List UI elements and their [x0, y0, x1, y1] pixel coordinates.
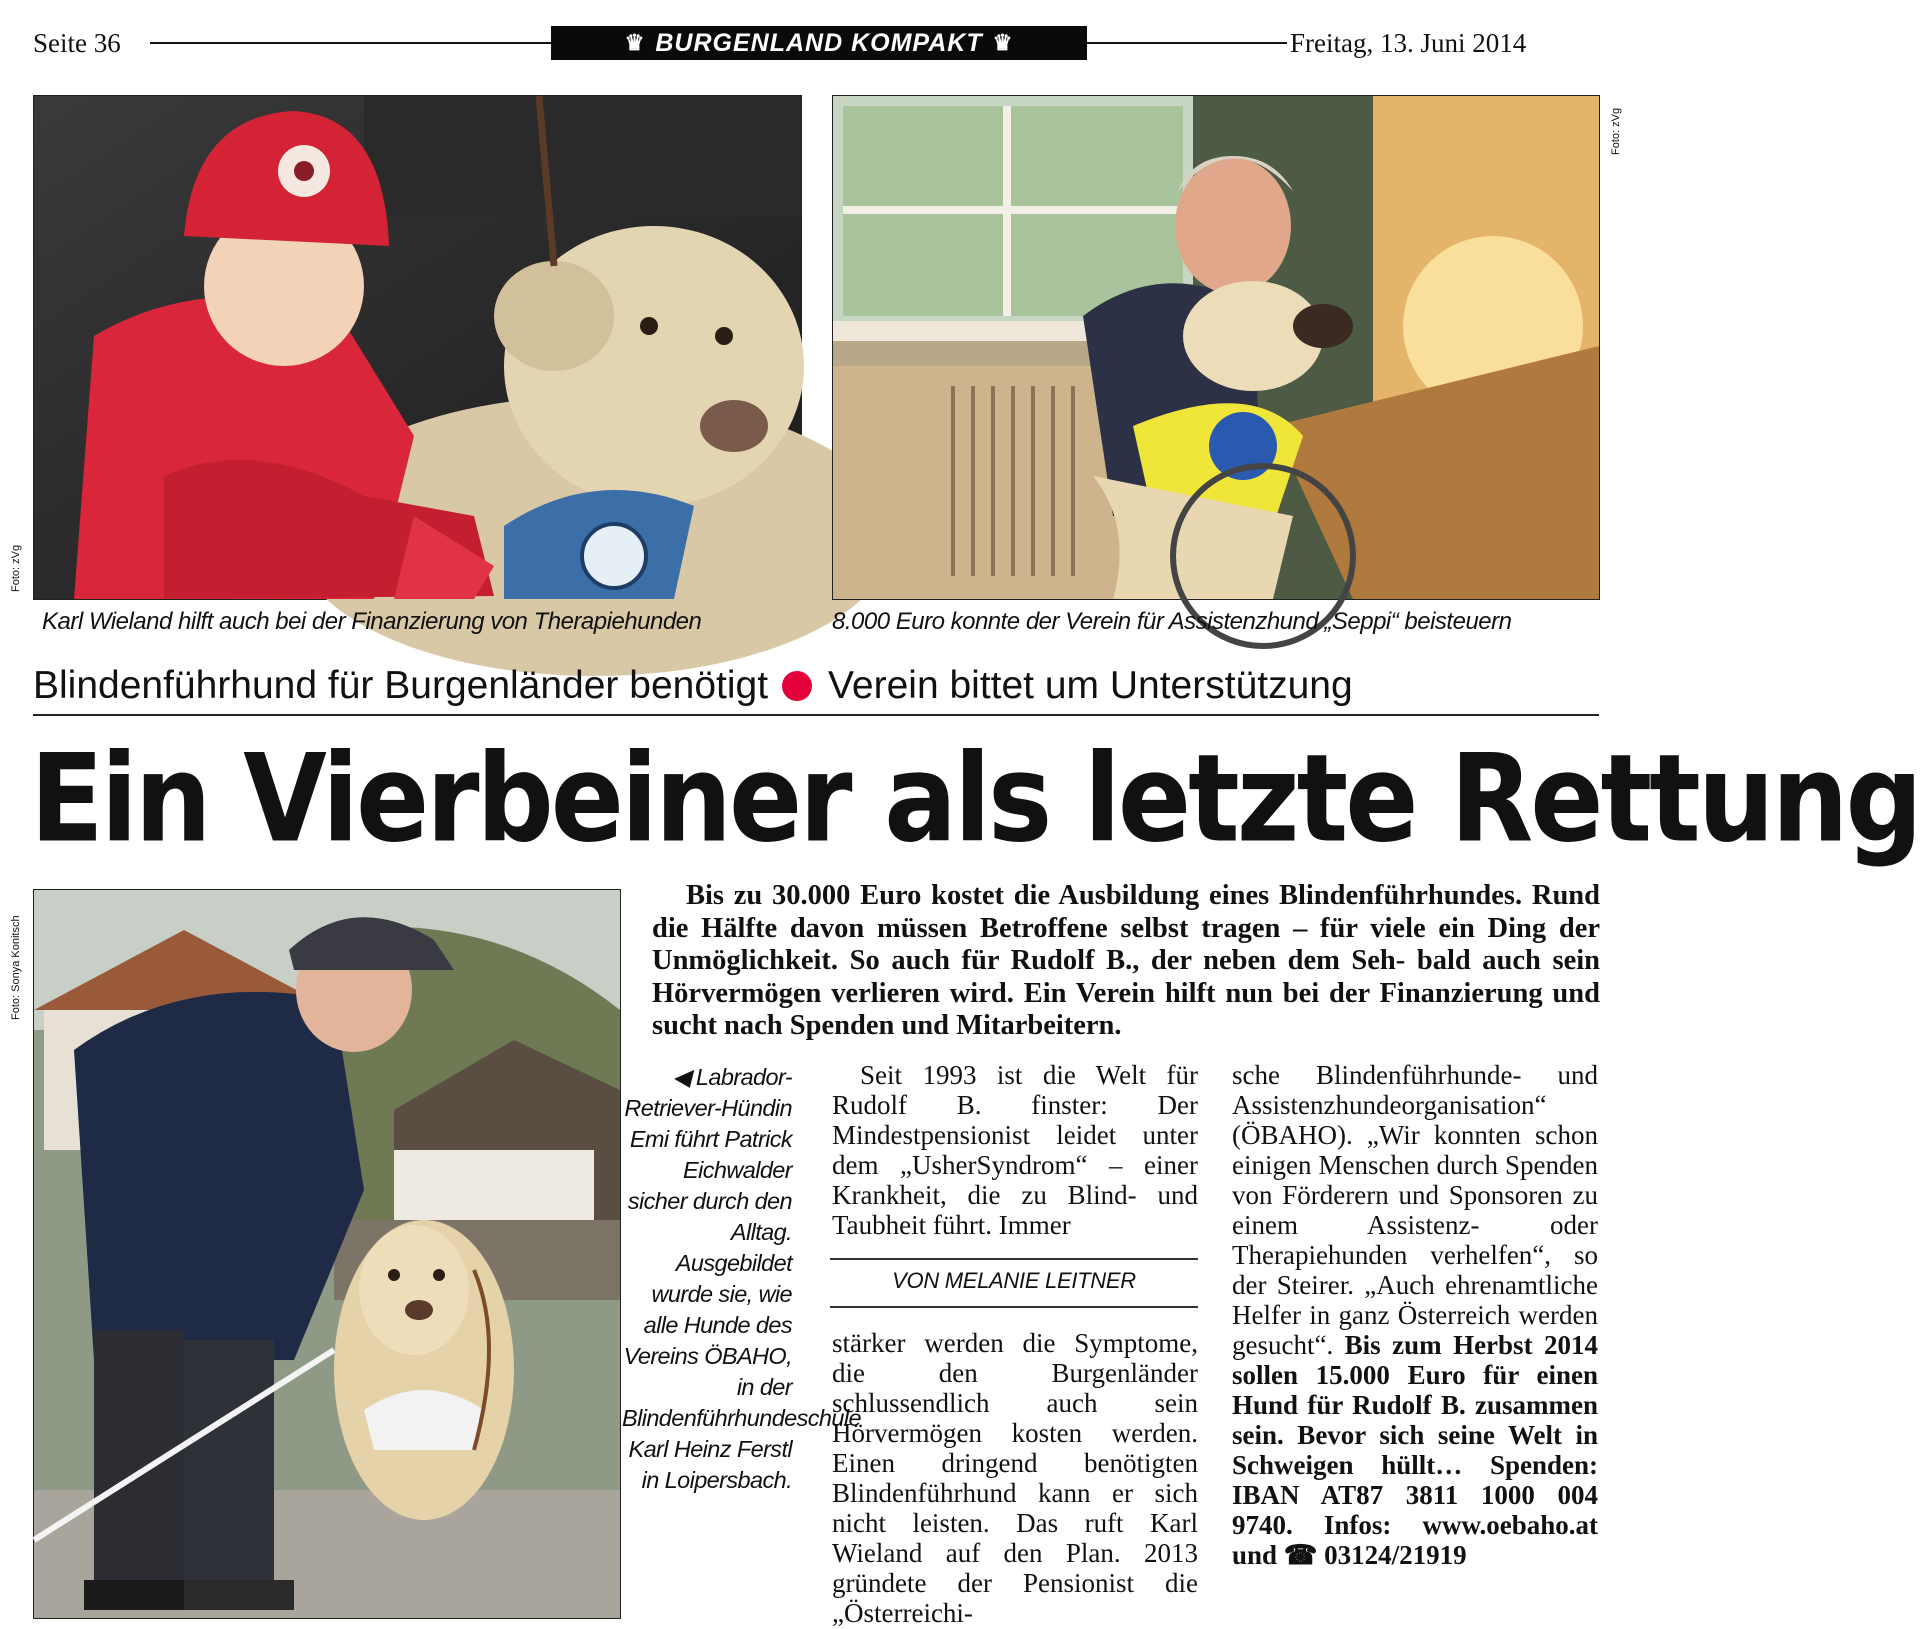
assistance-dog-photo-illustration: [833, 96, 1599, 599]
body-column-2-text: sche Blindenführhunde- und Assistenzhundeorganisation“ (ÖBAHO). „Wir konnten schon einigen Menschen durch Spenden von Förderern und Sponsoren zu einem Assistenz- oder Therapiehunden verhelfen“, so der Steirer. „Auch ehrenamtliche Helfer in ganz Österreich werden gesucht“.: [1232, 1060, 1598, 1360]
kicker-right: Verein bittet um Unterstützung: [828, 664, 1353, 707]
section-title: BURGENLAND KOMPAKT: [655, 28, 983, 57]
issue-date: Freitag, 13. Juni 2014: [1290, 28, 1527, 58]
kicker-line: [33, 660, 1599, 712]
photo-caption: 8.000 Euro konnte der Verein für Assistenzhund „Seppi“ beisteuern: [832, 608, 1512, 635]
photo-caption: Karl Wieland hilft auch bei der Finanzierung von Therapiehunden: [42, 608, 702, 635]
photo-credit: Foto: Sonya Konitsch: [10, 915, 22, 1020]
byline-rule-top: [830, 1258, 1198, 1260]
kicker-left: Blindenführhund für Burgenländer benötigt: [33, 664, 769, 707]
photo-credit: Foto: zVg: [1610, 107, 1622, 155]
photo-man-with-guide-dog: [33, 889, 621, 1619]
crown-icon: ♛: [624, 30, 646, 55]
page-number: Seite 36: [33, 28, 121, 58]
body-column-1-bottom: stärker werden die Symptome, die den Burgenländer schlussendlich auch sein Hörvermögen kosten werden. Einen dringend benötigten Blindenführhund kann er sich nicht leisten. Das ruft Karl Wieland auf den Plan. 2013 gründete der Pensionist die „Österreichi-: [832, 1328, 1198, 1628]
body-column-1-top: Seit 1993 ist die Welt für Rudolf B. finster: Der Mindestpensionist leidet unter dem „UsherSyndrom“ – einer Krankheit, die zu Blind- und Taubheit führt. Immer: [832, 1060, 1198, 1240]
photo-child-with-therapy-dog: [33, 95, 802, 600]
section-banner: [551, 26, 1087, 60]
guide-dog-photo-illustration: [34, 890, 620, 1618]
byline: VON MELANIE LEITNER: [892, 1268, 1136, 1293]
lead-paragraph: Bis zu 30.000 Euro kostet die Ausbildung eines Blindenführhundes. Rund die Hälfte davon müssen Betroffene selbst tragen – für viele ein Ding der Unmöglichkeit. So auch für Rudolf B., der neben dem Seh- bald auch sein Hörvermögen verlieren wird. Ein Verein hilft nun bei der Finanzierung und sucht nach Spenden und Mitarbeitern.: [652, 880, 1600, 1041]
photo-man-with-assistance-dog: [832, 95, 1600, 600]
headline: Ein Vierbeiner als letzte Rettung: [30, 729, 1920, 870]
kicker-rule: [33, 714, 1599, 716]
body-column-2: [1232, 1060, 1598, 1570]
bullet-dot-icon: [782, 671, 812, 701]
photo-credit: Foto: zVg: [10, 544, 22, 592]
header-rule-left: [150, 42, 551, 44]
header-rule-right: [1087, 42, 1287, 44]
crown-icon: ♛: [992, 30, 1014, 55]
body-column-2-bold: Bis zum Herbst 2014 sollen 15.000 Euro für einen Hund für Rudolf B. zusammen sein. Bevor sich seine Welt in Schweigen hüllt… Spenden: IBAN AT87 3811 1000 004 9740. Infos: www.oebaho.at und ☎ 03124/21919: [1232, 1330, 1599, 1570]
byline-rule-bottom: [830, 1306, 1198, 1308]
therapy-dog-photo-illustration: [34, 96, 801, 599]
photo-side-caption: ◀ Labrador-Retriever-Hündin Emi führt Patrick Eichwalder sicher durch den Alltag. Ausgebildet wurde sie, wie alle Hunde des Vereins ÖBAHO, in der Blindenführhundeschule Karl Heinz Ferstl in Loipersbach.: [622, 1064, 861, 1493]
